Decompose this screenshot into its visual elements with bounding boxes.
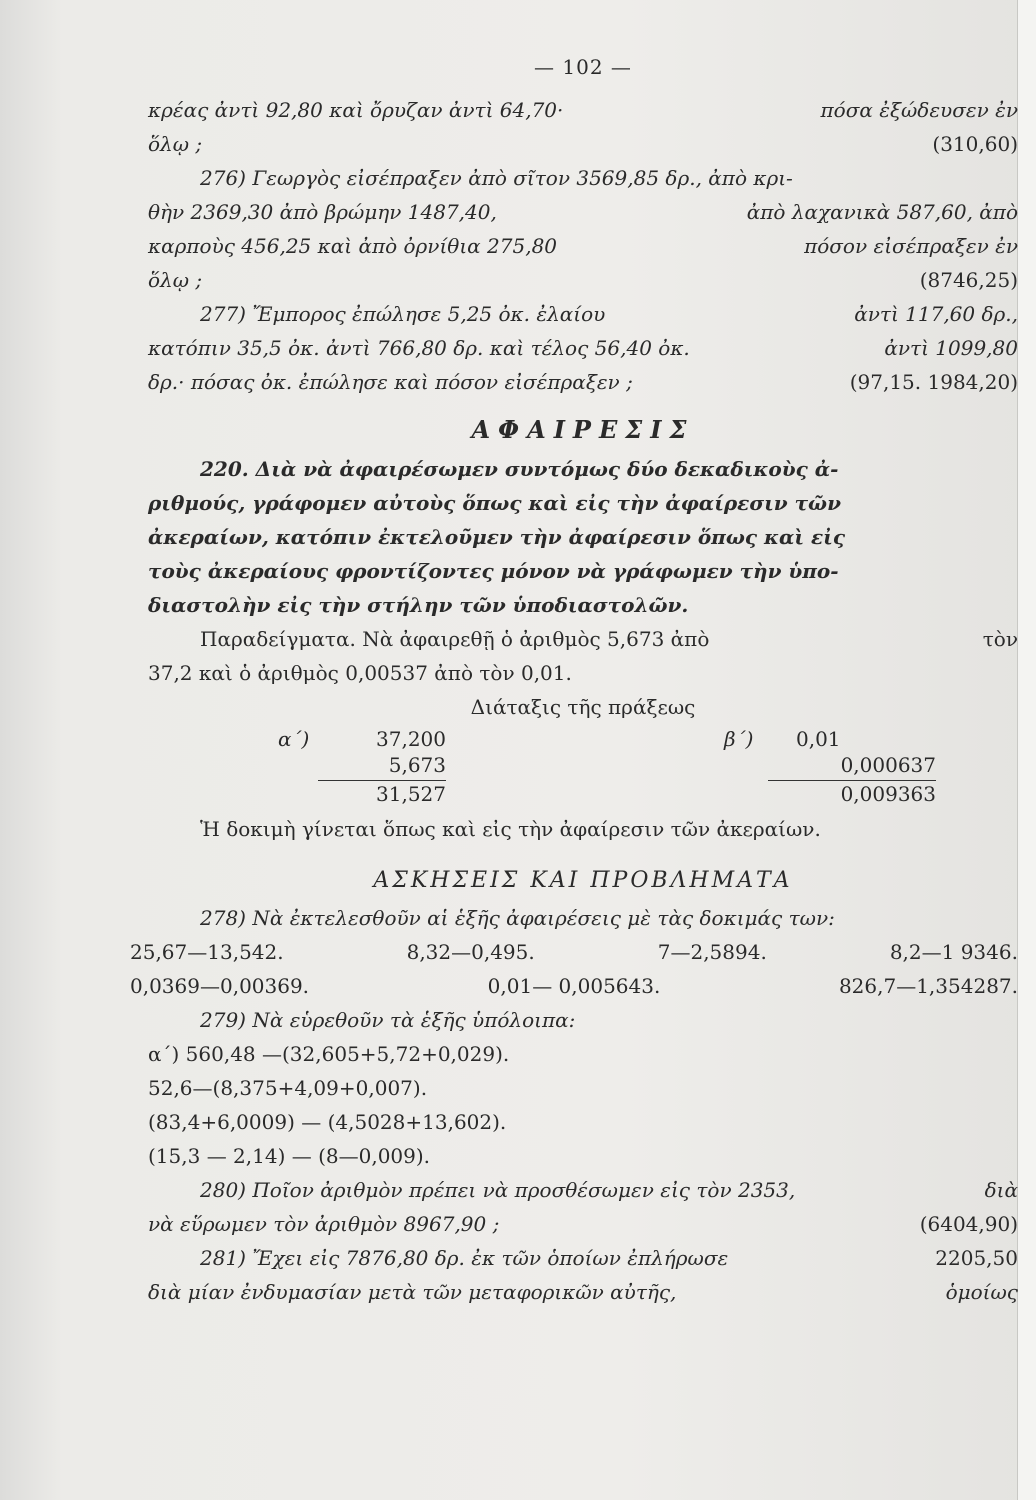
answer: (6404,90) bbox=[919, 1212, 1018, 1236]
page-content bbox=[130, 55, 1018, 1309]
text: διὰ μίαν ἐνδυμασίαν μετὰ τῶν μεταφορικῶν αὐτῆς, bbox=[148, 1280, 677, 1304]
expression: 7—2,5894. bbox=[657, 940, 767, 964]
text: ἀκεραίων, κατόπιν ἐκτελοῦμεν τὴν ἀφαίρεσιν ὅπως καὶ εἰς bbox=[148, 525, 846, 549]
expression: 826,7—1,354287. bbox=[838, 974, 1018, 998]
expression-line bbox=[148, 1105, 1018, 1139]
text-line bbox=[148, 486, 1018, 520]
text: δρ.· πόσας ὀκ. ἐπώλησε καὶ πόσον εἰσέπραξεν ; bbox=[148, 370, 633, 394]
expression: 52,6—(8,375+4,09+0,007). bbox=[148, 1076, 428, 1100]
text-line bbox=[148, 161, 1018, 195]
text-line bbox=[148, 656, 1018, 690]
page-edge bbox=[1017, 0, 1036, 1500]
text: καρποὺς 456,25 καὶ ἀπὸ ὀρνίθια 275,80 bbox=[148, 234, 558, 258]
text: ὅλῳ ; bbox=[148, 268, 203, 292]
problem-275-end bbox=[148, 93, 1018, 161]
text-line bbox=[148, 1003, 1018, 1037]
expression: 0,01— 0,005643. bbox=[487, 974, 661, 998]
text: ὁμοίως bbox=[945, 1280, 1018, 1304]
text-line bbox=[148, 195, 1018, 229]
text-line bbox=[148, 520, 1018, 554]
answer: (97,15. 1984,20) bbox=[849, 370, 1018, 394]
op-b-subtrahend: 0,000637 bbox=[840, 753, 936, 777]
text-line bbox=[148, 331, 1018, 365]
subtraction-row bbox=[130, 935, 1018, 969]
problem-276 bbox=[148, 161, 1018, 297]
text-line bbox=[148, 622, 1018, 656]
text: 2205,50 bbox=[935, 1246, 1018, 1270]
expression: 8,32—0,495. bbox=[406, 940, 535, 964]
expression: 8,2—1 9346. bbox=[889, 940, 1018, 964]
layout-title bbox=[148, 690, 1018, 724]
expression-line bbox=[148, 1139, 1018, 1173]
problem-280 bbox=[148, 1173, 1018, 1241]
op-b-label: β΄) bbox=[724, 727, 754, 751]
op-a-label: α΄) bbox=[278, 727, 310, 751]
subtraction-row bbox=[130, 969, 1018, 1003]
op-a-result: 31,527 bbox=[318, 780, 446, 807]
examples bbox=[148, 622, 1018, 724]
text: θὴν 2369,30 ἀπὸ βρώμην 1487,40, bbox=[148, 200, 497, 224]
text-line bbox=[148, 365, 1018, 399]
answer: (310,60) bbox=[932, 132, 1018, 156]
op-b-minuend: 0,01 bbox=[796, 727, 841, 751]
problem-281 bbox=[148, 1241, 1018, 1309]
text-line bbox=[148, 588, 1018, 622]
text: 220. Διὰ νὰ ἀφαιρέσωμεν συντόμως δύο δεκαδικοὺς ἀ- bbox=[200, 457, 839, 481]
text: κατόπιν 35,5 ὀκ. ἀντὶ 766,80 δρ. καὶ τέλος 56,40 ὀκ. bbox=[148, 336, 690, 360]
text: 280) Ποῖον ἀριθμὸν πρέπει νὰ προσθέσωμεν εἰς τὸν 2353, bbox=[200, 1178, 796, 1202]
text-line bbox=[148, 263, 1018, 297]
text: Ἡ δοκιμὴ γίνεται ὅπως καὶ εἰς τὴν ἀφαίρεσιν τῶν ἀκεραίων. bbox=[200, 817, 821, 841]
op-a bbox=[318, 726, 446, 807]
text: τὸν bbox=[982, 627, 1018, 651]
exercises-heading: ΑΣΚΗΣΕΙΣ ΚΑΙ ΠΡΟΒΛΗΜΑΤΑ bbox=[373, 868, 793, 893]
expression: 25,67—13,542. bbox=[130, 940, 284, 964]
op-b-result: 0,009363 bbox=[768, 780, 936, 807]
text-line bbox=[148, 229, 1018, 263]
page-number: — 102 — bbox=[534, 55, 632, 79]
expression: (15,3 — 2,14) — (8—0,009). bbox=[148, 1144, 431, 1168]
text-line bbox=[148, 93, 1018, 127]
text: ὅλῳ ; bbox=[148, 132, 203, 156]
expression-line bbox=[148, 1071, 1018, 1105]
expression: α΄) 560,48 —(32,605+5,72+0,029). bbox=[148, 1042, 510, 1066]
text: διαστολὴν εἰς τὴν στήλην τῶν ὑποδιαστολῶν. bbox=[148, 593, 689, 617]
expression-line bbox=[148, 1037, 1018, 1071]
text: ριθμούς, γράφομεν αὐτοὺς ὅπως καὶ εἰς τὴν ἀφαίρεσιν τῶν bbox=[148, 491, 841, 515]
text-line bbox=[148, 901, 1018, 935]
op-b bbox=[768, 726, 936, 807]
text: ἀντὶ 117,60 δρ., bbox=[854, 302, 1018, 326]
text-line bbox=[148, 554, 1018, 588]
text: νὰ εὕρωμεν τὸν ἀριθμὸν 8967,90 ; bbox=[148, 1212, 500, 1236]
rule-220 bbox=[148, 452, 1018, 622]
text: 277) Ἔμπορος ἐπώλησε 5,25 ὀκ. ἐλαίου bbox=[200, 302, 606, 326]
answer: (8746,25) bbox=[919, 268, 1018, 292]
text: 281) Ἔχει εἰς 7876,80 δρ. ἐκ τῶν ὁποίων ἐπλήρωσε bbox=[200, 1246, 729, 1270]
op-a-minuend: 37,200 bbox=[376, 727, 446, 751]
text: 278) Νὰ ἐκτελεσθοῦν αἱ ἑξῆς ἀφαιρέσεις μὲ τὰς δοκιμάς των: bbox=[200, 906, 835, 930]
expression: (83,4+6,0009) — (4,5028+13,602). bbox=[148, 1110, 507, 1134]
text-line bbox=[148, 1207, 1018, 1241]
proof-line bbox=[148, 812, 1018, 846]
text-line bbox=[148, 1275, 1018, 1309]
section-heading: ΑΦΑΙΡΕΣΙΣ bbox=[471, 415, 695, 444]
text: διὰ bbox=[984, 1178, 1018, 1202]
subtraction-layouts bbox=[148, 724, 1018, 812]
op-a-subtrahend: 5,673 bbox=[388, 753, 446, 777]
text: ἀπὸ λαχανικὰ 587,60, ἀπὸ bbox=[746, 200, 1018, 224]
text: 279) Νὰ εὑρεθοῦν τὰ ἑξῆς ὑπόλοιπα: bbox=[200, 1008, 576, 1032]
problem-279 bbox=[148, 1003, 1018, 1173]
text-line bbox=[148, 452, 1018, 486]
text: τοὺς ἀκεραίους φροντίζοντες μόνον νὰ γράφωμεν τὴν ὑπο- bbox=[148, 559, 839, 583]
text: πόσα ἐξώδευσεν ἐν bbox=[820, 98, 1018, 122]
text-line bbox=[148, 127, 1018, 161]
problem-278 bbox=[130, 901, 1018, 1003]
text: Παραδείγματα. Νὰ ἀφαιρεθῇ ὁ ἀριθμὸς 5,673 ἀπὸ bbox=[200, 627, 710, 651]
text: κρέας ἀντὶ 92,80 καὶ ὄρυζαν ἀντὶ 64,70· bbox=[148, 98, 564, 122]
text: Διάταξις τῆς πράξεως bbox=[470, 695, 696, 719]
expression: 0,0369—0,00369. bbox=[130, 974, 310, 998]
text-line bbox=[148, 1173, 1018, 1207]
text: ἀντὶ 1099,80 bbox=[884, 336, 1018, 360]
text: 276) Γεωργὸς εἰσέπραξεν ἀπὸ σῖτον 3569,85 δρ., ἀπὸ κρι- bbox=[200, 166, 793, 190]
text: πόσον εἰσέπραξεν ἐν bbox=[804, 234, 1018, 258]
text: 37,2 καὶ ὁ ἀριθμὸς 0,00537 ἀπὸ τὸν 0,01. bbox=[148, 661, 572, 685]
text-line bbox=[148, 297, 1018, 331]
text-line bbox=[148, 1241, 1018, 1275]
problem-277 bbox=[148, 297, 1018, 399]
